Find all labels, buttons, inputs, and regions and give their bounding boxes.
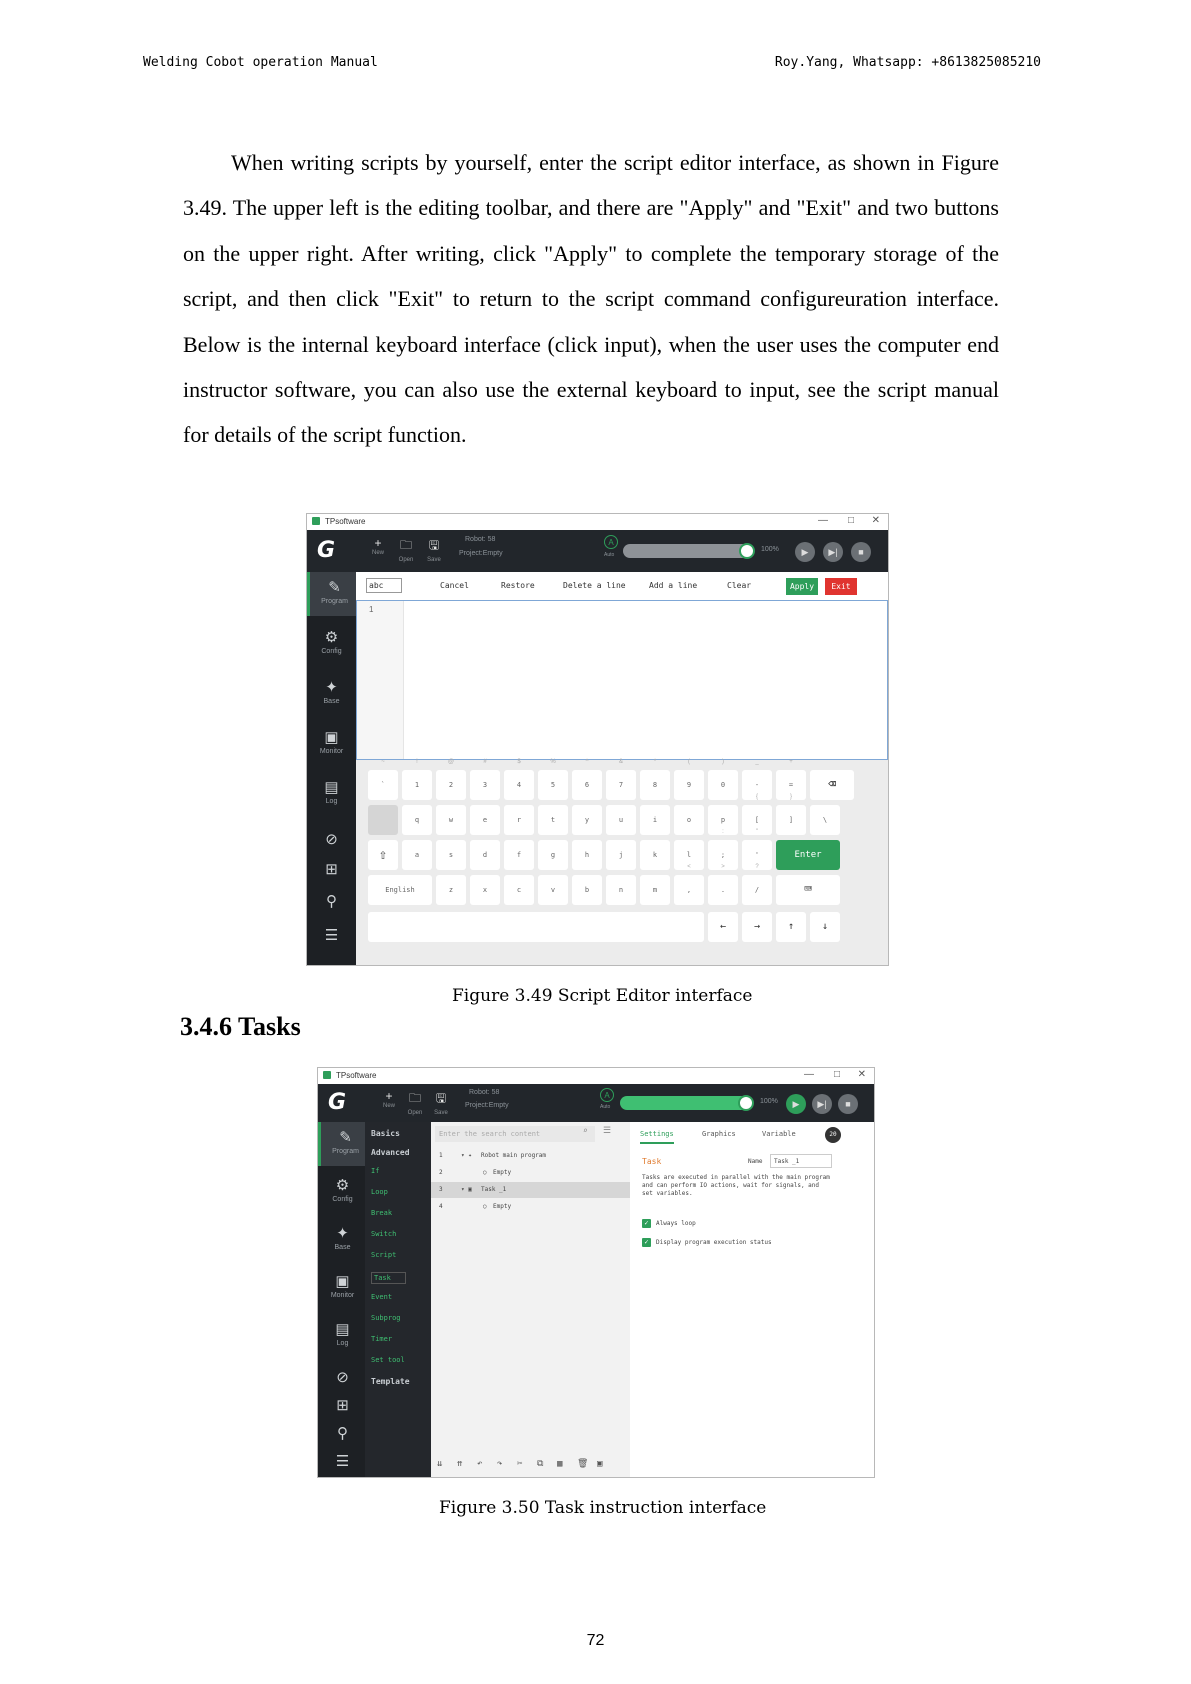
keyboard-key[interactable]: 8 [640, 770, 670, 800]
nav-menu[interactable] [318, 1446, 367, 1474]
run-button[interactable]: ▶ [795, 542, 815, 562]
move-down-icon[interactable]: ⇊ [437, 1459, 443, 1469]
keyboard-key-shift-label: { [755, 794, 758, 800]
grid-icon: ⊞ [336, 1397, 349, 1414]
intro-paragraph: When writing scripts by yourself, enter the script editor interface, as shown in Figure 3.49. The upper left is the editing toolbar, and there are "Apply" and "Exit" and two buttons on the upper right. After writing, click "Apply" to complete the temporary storage of the script, and then click "Exit" to return to the script command configureuration interface. Below is the internal keyboard interface (click input), when the user uses the computer end instructor software, you can also use the external keyboard to input, see the script manual for details of the script function. [183, 150, 999, 448]
nav-monitor-label: Monitor [330, 1292, 355, 1299]
keyboard-key[interactable]: \ [810, 805, 840, 835]
tab-variable[interactable]: Variable [762, 1130, 796, 1138]
keyboard-key[interactable]: s [436, 840, 466, 870]
close-icon[interactable]: ✕ [871, 515, 880, 526]
robot-label: Robot: 58 [469, 1089, 500, 1096]
cmd-loop[interactable]: Loop [371, 1188, 388, 1196]
figure-caption: Figure 3.50 Task instruction interface [439, 1498, 767, 1518]
project-label: Project:Empty [459, 550, 503, 557]
nav-apps[interactable] [307, 854, 356, 882]
keyboard-key[interactable]: q [402, 805, 432, 835]
keyboard-key[interactable]: x [470, 875, 500, 905]
open-label: Open [398, 557, 414, 563]
figure-caption: Figure 3.49 Script Editor interface [452, 986, 753, 1006]
keyboard-key-shift-label: & [618, 759, 623, 765]
paste-icon[interactable]: ▦ [557, 1459, 563, 1469]
step-button[interactable]: ▶| [812, 1094, 832, 1114]
nav-dashboard[interactable] [307, 824, 356, 852]
tree-row[interactable]: 2 ○ Empty [439, 1169, 512, 1176]
display-status-checkbox[interactable]: ✓ [642, 1238, 651, 1247]
keyboard-key[interactable]: r [504, 805, 534, 835]
keyboard-key[interactable]: ] [776, 805, 806, 835]
tree-toolbar [431, 1459, 630, 1473]
window-title: TPsoftware [325, 517, 366, 526]
cmd-break[interactable]: Break [371, 1209, 393, 1217]
running-header-right: Roy.Yang, Whatsapp: +8613825085210 [774, 55, 1041, 70]
folder-icon: 🗀 [399, 538, 412, 552]
keyboard-key[interactable]: i [640, 805, 670, 835]
copy-icon[interactable]: ⧉ [537, 1459, 544, 1469]
keyboard-key[interactable]: g [538, 840, 568, 870]
keyboard-key[interactable]: w [436, 805, 466, 835]
keyboard-key-shift-label: ( [688, 759, 690, 765]
move-up-icon[interactable]: ⇈ [457, 1459, 463, 1469]
keyboard-key-shift-label: ~ [381, 759, 385, 765]
app-logo-icon [323, 1071, 331, 1079]
run-button[interactable]: ▶ [786, 1094, 806, 1114]
nav-base[interactable] [307, 672, 356, 716]
log-icon: ▤ [335, 1321, 350, 1338]
arrow-right-key[interactable]: → [742, 912, 772, 942]
tree-row-label: Task _1 [481, 1186, 507, 1193]
auto-mode-icon[interactable]: A [604, 535, 618, 549]
count-badge: 20 [825, 1127, 841, 1143]
cmd-if[interactable]: If [371, 1167, 380, 1175]
always-loop-label: Always loop [656, 1220, 696, 1227]
keyboard-key[interactable]: - [742, 770, 772, 800]
nav-user[interactable] [318, 1418, 367, 1446]
cmd-task[interactable]: Task [371, 1272, 406, 1284]
tree-row[interactable]: 1 ▾ ✦ Robot main program [439, 1152, 547, 1159]
log-icon: ▤ [324, 779, 339, 796]
nav-user[interactable] [307, 886, 356, 914]
user-icon: ⚲ [337, 1425, 348, 1442]
speed-slider[interactable] [620, 1096, 748, 1110]
top-toolbar [318, 1084, 874, 1122]
tab-settings[interactable]: Settings [640, 1130, 674, 1144]
nav-menu[interactable] [307, 920, 356, 948]
task-instruction-screenshot [317, 1067, 875, 1478]
tree-row-number: 1 [439, 1152, 443, 1159]
shift-key[interactable]: ⇧ [368, 840, 398, 870]
app-logo-icon [312, 517, 320, 525]
caps-lock-key[interactable] [368, 805, 398, 835]
top-toolbar [307, 530, 888, 572]
nav-monitor-label: Monitor [319, 748, 344, 755]
keyboard-key-shift-label: ) [722, 759, 724, 765]
add-line-button[interactable]: Add a line [649, 581, 698, 590]
cmd-set-tool[interactable]: Set tool [371, 1356, 405, 1364]
language-key[interactable]: English [368, 875, 432, 905]
keyboard-key[interactable]: p [708, 805, 738, 835]
keyboard-key[interactable]: e [470, 805, 500, 835]
edit-icon: ✎ [339, 1129, 352, 1146]
new-button[interactable] [367, 536, 389, 556]
keyboard-key-shift-label: > [721, 864, 725, 870]
side-navigation [307, 572, 356, 965]
keyboard-key[interactable]: h [572, 840, 602, 870]
keyboard-key[interactable]: z [436, 875, 466, 905]
keyboard-key[interactable]: u [606, 805, 636, 835]
keyboard-key[interactable]: f [504, 840, 534, 870]
keyboard-key-shift-label: ? [755, 864, 759, 870]
cmd-event[interactable]: Event [371, 1293, 393, 1301]
plus-icon: + [385, 1089, 393, 1103]
open-button[interactable] [404, 1089, 426, 1116]
nav-config[interactable] [307, 622, 356, 666]
keyboard-key-shift-label: < [687, 864, 691, 870]
auto-mode-icon[interactable]: A [600, 1088, 614, 1102]
keyboard-key[interactable]: ; [708, 840, 738, 870]
monitor-icon: ▣ [324, 729, 339, 746]
speed-value: 100% [761, 546, 779, 553]
exit-button[interactable]: Exit [825, 578, 857, 595]
auto-label: Auto [600, 1104, 611, 1110]
nav-dashboard[interactable] [318, 1362, 367, 1390]
maximize-icon[interactable]: □ [847, 515, 854, 526]
page-number: 72 [586, 1632, 605, 1649]
tree-row[interactable]: 4 ○ Empty [439, 1203, 512, 1210]
find-field[interactable]: abc [366, 578, 402, 593]
keyboard-key[interactable]: l [674, 840, 704, 870]
nav-log-label: Log [336, 1340, 349, 1347]
template-category[interactable]: Template [371, 1377, 410, 1386]
nav-config-label: Config [332, 1196, 353, 1203]
nav-program[interactable] [307, 572, 359, 616]
enter-key[interactable]: Enter [776, 840, 840, 870]
clear-button[interactable]: Clear [727, 581, 752, 590]
new-label: New [371, 550, 384, 556]
speed-slider[interactable] [623, 544, 751, 558]
keyboard-key[interactable]: c [504, 875, 534, 905]
window-titlebar [307, 514, 888, 530]
new-label: New [382, 1103, 395, 1109]
on-screen-keyboard [356, 760, 888, 965]
keyboard-key[interactable]: 3 [470, 770, 500, 800]
minimize-icon[interactable]: — [804, 1069, 814, 1080]
restore-button[interactable]: Restore [501, 581, 535, 590]
nav-base-label: Base [323, 698, 340, 705]
keyboard-key[interactable]: y [572, 805, 602, 835]
config-icon: ⚙ [324, 629, 339, 646]
window-titlebar [318, 1068, 874, 1084]
keyboard-key-shift-label: ^ [585, 759, 589, 765]
tree-row-selected[interactable]: 3 ▾ ▣ Task _1 [431, 1182, 630, 1198]
keyboard-key[interactable]: d [470, 840, 500, 870]
always-loop-checkbox[interactable]: ✓ [642, 1219, 651, 1228]
redo-icon[interactable]: ↷ [497, 1459, 503, 1469]
keyboard-key-shift-label: _ [755, 759, 759, 765]
keyboard-key[interactable]: 2 [436, 770, 466, 800]
nav-log-label: Log [325, 798, 338, 805]
keyboard-key[interactable]: 6 [572, 770, 602, 800]
task-description: Tasks are executed in parallel with the main program and can perform IO actions, wait for signals, and set variables. [642, 1174, 830, 1197]
line-number-gutter [357, 601, 404, 759]
grid-icon: ⊞ [325, 861, 338, 878]
name-field[interactable]: Task _1 [770, 1154, 832, 1168]
folder-icon: 🗀 [408, 1091, 421, 1105]
keyboard-key[interactable]: , [674, 875, 704, 905]
nav-program[interactable] [318, 1122, 370, 1166]
arrow-left-key[interactable]: ← [708, 912, 738, 942]
close-icon[interactable]: ✕ [857, 1069, 866, 1080]
name-label: Name [748, 1158, 763, 1165]
config-icon: ⚙ [335, 1177, 350, 1194]
cmd-script[interactable]: Script [371, 1251, 397, 1259]
backspace-key[interactable]: ⌫ [810, 770, 854, 800]
program-tree-panel [431, 1122, 631, 1477]
editor-toolbar [356, 572, 888, 601]
edit-icon: ✎ [328, 579, 341, 596]
basics-category[interactable]: Basics [371, 1129, 400, 1138]
keyboard-key[interactable]: 4 [504, 770, 534, 800]
open-button[interactable] [395, 536, 417, 563]
keyboard-key[interactable]: 9 [674, 770, 704, 800]
keyboard-key[interactable]: v [538, 875, 568, 905]
side-navigation [318, 1122, 365, 1477]
keyboard-key[interactable]: 1 [402, 770, 432, 800]
keyboard-key[interactable]: ` [368, 770, 398, 800]
keyboard-key[interactable]: 7 [606, 770, 636, 800]
arrow-down-key[interactable]: ↓ [810, 912, 840, 942]
script-editor-area[interactable] [356, 600, 888, 760]
keyboard-key[interactable]: . [708, 875, 738, 905]
nav-config[interactable] [318, 1170, 367, 1214]
nav-log[interactable] [307, 772, 356, 816]
window-title: TPsoftware [336, 1071, 377, 1080]
running-header-left: Welding Cobot operation Manual [143, 55, 378, 70]
nav-base-label: Base [334, 1244, 351, 1251]
nav-program-label: Program [321, 598, 348, 605]
nav-monitor[interactable] [318, 1266, 367, 1310]
save-label: Save [434, 1110, 448, 1116]
speed-value: 100% [760, 1098, 778, 1105]
save-icon: 🖫 [435, 1091, 447, 1105]
stop-button[interactable]: ■ [838, 1094, 858, 1114]
keyboard-key[interactable]: 0 [708, 770, 738, 800]
undo-icon[interactable]: ↶ [477, 1459, 483, 1469]
save-icon: 🖫 [428, 538, 440, 552]
apply-button[interactable]: Apply [786, 578, 818, 595]
space-key[interactable] [368, 912, 704, 942]
display-status-label: Display program execution status [656, 1239, 772, 1246]
keyboard-key[interactable]: / [742, 875, 772, 905]
stop-button[interactable]: ■ [851, 542, 871, 562]
comment-icon[interactable]: ▣ [597, 1459, 603, 1469]
tree-row-number: 3 [439, 1186, 443, 1193]
keyboard-key[interactable]: n [606, 875, 636, 905]
minimize-icon[interactable]: — [818, 515, 828, 526]
search-icon[interactable]: ⌕ [583, 1126, 588, 1135]
save-button[interactable] [430, 1089, 452, 1116]
delete-icon[interactable]: 🗑 [577, 1459, 589, 1469]
keyboard-key[interactable]: a [402, 840, 432, 870]
keyboard-key[interactable]: k [640, 840, 670, 870]
cut-icon[interactable]: ✂ [517, 1459, 523, 1469]
keyboard-key[interactable]: o [674, 805, 704, 835]
hide-keyboard-key[interactable]: ⌨ [776, 875, 840, 905]
cancel-button[interactable]: Cancel [440, 581, 469, 590]
speed-slider-knob[interactable] [738, 1095, 754, 1111]
keyboard-key[interactable]: m [640, 875, 670, 905]
keyboard-key[interactable]: 5 [538, 770, 568, 800]
user-icon: ⚲ [326, 893, 337, 910]
keyboard-key[interactable]: ' [742, 840, 772, 870]
keyboard-key-shift-label: " [755, 829, 759, 835]
tree-row-label: Empty [493, 1203, 512, 1210]
tab-graphics[interactable]: Graphics [702, 1130, 736, 1138]
keyboard-key[interactable]: t [538, 805, 568, 835]
keyboard-key-shift-label: + [789, 759, 793, 765]
keyboard-key[interactable]: = [776, 770, 806, 800]
script-editor-screenshot [306, 513, 889, 966]
tree-row-number: 4 [439, 1203, 443, 1210]
project-label: Project:Empty [465, 1102, 509, 1109]
keyboard-key-shift-label: @ [447, 759, 455, 765]
brand-logo-icon: G [317, 538, 336, 563]
nav-apps[interactable] [318, 1390, 367, 1418]
tree-row-number: 2 [439, 1169, 443, 1176]
nav-monitor[interactable] [307, 722, 356, 766]
task-heading: Task [642, 1157, 662, 1166]
plus-icon: + [374, 536, 382, 550]
menu-icon: ☰ [324, 927, 339, 944]
nav-base[interactable] [318, 1218, 367, 1262]
base-icon: ✦ [336, 1225, 349, 1242]
tree-row-label: Empty [493, 1169, 512, 1176]
advanced-category[interactable]: Advanced [371, 1148, 410, 1157]
monitor-icon: ▣ [335, 1273, 350, 1290]
delete-line-button[interactable]: Delete a line [563, 581, 626, 590]
step-button[interactable]: ▶| [823, 542, 843, 562]
keyboard-key-shift-label: ! [416, 759, 418, 765]
keyboard-key-shift-label: % [550, 759, 556, 765]
menu-icon: ☰ [335, 1453, 350, 1470]
base-icon: ✦ [325, 679, 338, 696]
auto-label: Auto [604, 552, 615, 558]
keyboard-key-shift-label: # [483, 759, 487, 765]
keyboard-key[interactable]: [ [742, 805, 772, 835]
search-input[interactable]: Enter the search content [435, 1126, 595, 1142]
cmd-subprog[interactable]: Subprog [371, 1314, 401, 1322]
section-heading: 3.4.6 Tasks [180, 1012, 301, 1041]
save-button[interactable] [423, 536, 445, 563]
tree-row-label: Robot main program [481, 1152, 547, 1159]
properties-panel [630, 1122, 874, 1477]
robot-label: Robot: 58 [465, 536, 496, 543]
open-label: Open [407, 1110, 423, 1116]
gauge-icon: ⊘ [325, 831, 338, 848]
gauge-icon: ⊘ [336, 1369, 349, 1386]
save-label: Save [427, 557, 441, 563]
nav-program-label: Program [332, 1148, 359, 1155]
speed-slider-knob[interactable] [739, 543, 755, 559]
keyboard-key-shift-label: : [722, 829, 724, 835]
brand-logo-icon: G [328, 1090, 347, 1115]
cmd-timer[interactable]: Timer [371, 1335, 393, 1343]
keyboard-key-shift-label: $ [517, 759, 521, 765]
keyboard-key-shift-label: } [789, 794, 792, 800]
nav-config-label: Config [321, 648, 342, 655]
new-button[interactable] [378, 1089, 400, 1109]
arrow-up-key[interactable]: ↑ [776, 912, 806, 942]
command-panel [365, 1122, 431, 1477]
keyboard-key[interactable]: j [606, 840, 636, 870]
cmd-switch[interactable]: Switch [371, 1230, 397, 1238]
nav-log[interactable] [318, 1314, 367, 1358]
keyboard-key[interactable]: b [572, 875, 602, 905]
keyboard-key-shift-label: * [653, 759, 657, 765]
list-view-icon[interactable]: ☰ [603, 1126, 612, 1136]
line-number: 1 [369, 605, 374, 614]
maximize-icon[interactable]: □ [833, 1069, 840, 1080]
